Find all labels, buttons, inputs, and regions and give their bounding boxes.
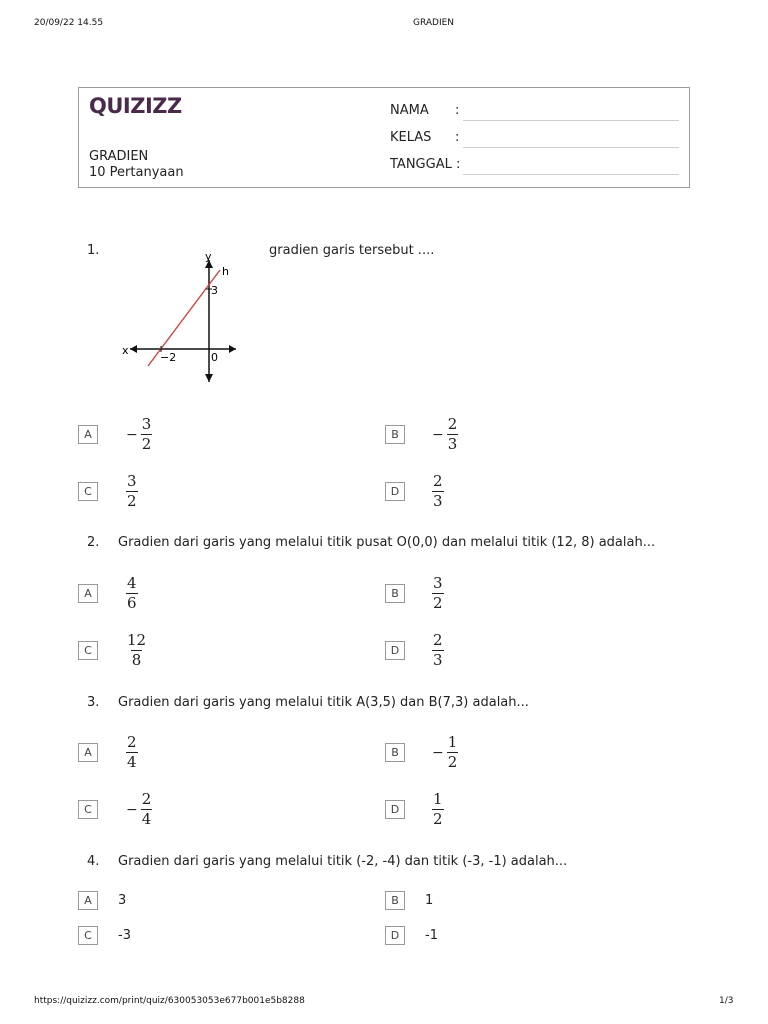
print-datetime: 20/09/22 14.55 [34,18,104,28]
x-axis-label: x [122,344,129,357]
quiz-question-count: 10 Pertanyaan [89,165,184,180]
q4-option-b-box[interactable]: B [385,891,405,910]
question-3-number: 3. [87,695,100,710]
q1-option-a-value: − $\frac{3}{2}$ [126,415,152,453]
q3-option-a-value: $\frac{2}{4}$ [127,733,137,771]
q2-option-b-box[interactable]: B [385,584,405,603]
question-1-text: gradien garis tersebut .... [269,243,435,258]
q2-option-d-box[interactable]: D [385,641,405,660]
question-2-text: Gradien dari garis yang melalui titik pusat O(0,0) dan melalui titik (12, 8) adalah... [118,535,656,550]
question-2-number: 2. [87,535,100,550]
q3-option-c-box[interactable]: C [78,800,98,819]
field-colon-nama: : [455,103,460,118]
q2-option-a-value: $\frac{4}{6}$ [127,574,137,612]
q3-option-a-box[interactable]: A [78,743,98,762]
origin-label: 0 [211,351,218,364]
q2-option-c-box[interactable]: C [78,641,98,660]
line-h-label: h [222,265,229,278]
q2-option-b-value: $\frac{3}{2}$ [433,574,443,612]
q1-option-d-box[interactable]: D [385,482,405,501]
quiz-title: GRADIEN [89,149,149,164]
q4-option-c-value: -3 [118,928,131,943]
q4-option-d-box[interactable]: D [385,926,405,945]
q2-option-c-value: $\frac{12}{8}$ [127,631,147,669]
q4-option-d-value: -1 [425,928,438,943]
q1-option-c-value: $\frac{3}{2}$ [127,472,137,510]
y-axis-label: y [205,250,212,263]
y-axis-arrow-down [205,374,213,382]
print-title: GRADIEN [413,18,455,28]
q1-option-c-box[interactable]: C [78,482,98,501]
q1-option-a-box[interactable]: A [78,425,98,444]
question-3-text: Gradien dari garis yang melalui titik A(3,5) dan B(7,3) adalah... [118,695,529,710]
quizizz-logo: QUIZIZZ [89,94,182,118]
q1-option-d-value: $\frac{2}{3}$ [433,472,443,510]
line-graph-diagram [118,248,243,388]
q3-option-d-value: $\frac{1}{2}$ [433,790,443,828]
q2-option-a-box[interactable]: A [78,584,98,603]
q3-option-b-value: − $\frac{1}{2}$ [432,733,458,771]
q1-option-b-value: − $\frac{2}{3}$ [432,415,458,453]
field-label-nama: NAMA [390,103,429,118]
footer-url[interactable]: https://quizizz.com/print/quiz/630053053e677b001e5b8288 [34,996,305,1006]
q1-option-b-box[interactable]: B [385,425,405,444]
q4-option-a-box[interactable]: A [78,891,98,910]
field-label-tanggal: TANGGAL : [390,157,461,172]
q2-option-d-value: $\frac{2}{3}$ [433,631,443,669]
tanggal-line [463,174,679,175]
nama-line [463,120,679,121]
y-intercept-label: 3 [211,284,218,297]
question-4-text: Gradien dari garis yang melalui titik (-2, -4) dan titik (-3, -1) adalah... [118,854,568,869]
question-1-number: 1. [87,243,100,258]
q4-option-a-value: 3 [118,893,127,908]
x-intercept-label: −2 [160,351,177,364]
q3-option-c-value: − $\frac{2}{4}$ [126,790,152,828]
q4-option-c-box[interactable]: C [78,926,98,945]
x-axis-arrow-left [130,345,137,353]
page-number: 1/3 [719,996,734,1006]
q3-option-b-box[interactable]: B [385,743,405,762]
kelas-line [463,147,679,148]
q4-option-b-value: 1 [425,893,434,908]
field-colon-kelas: : [455,130,460,145]
x-axis-arrow-right [229,345,236,353]
question-4-number: 4. [87,854,100,869]
field-label-kelas: KELAS [390,130,432,145]
q3-option-d-box[interactable]: D [385,800,405,819]
